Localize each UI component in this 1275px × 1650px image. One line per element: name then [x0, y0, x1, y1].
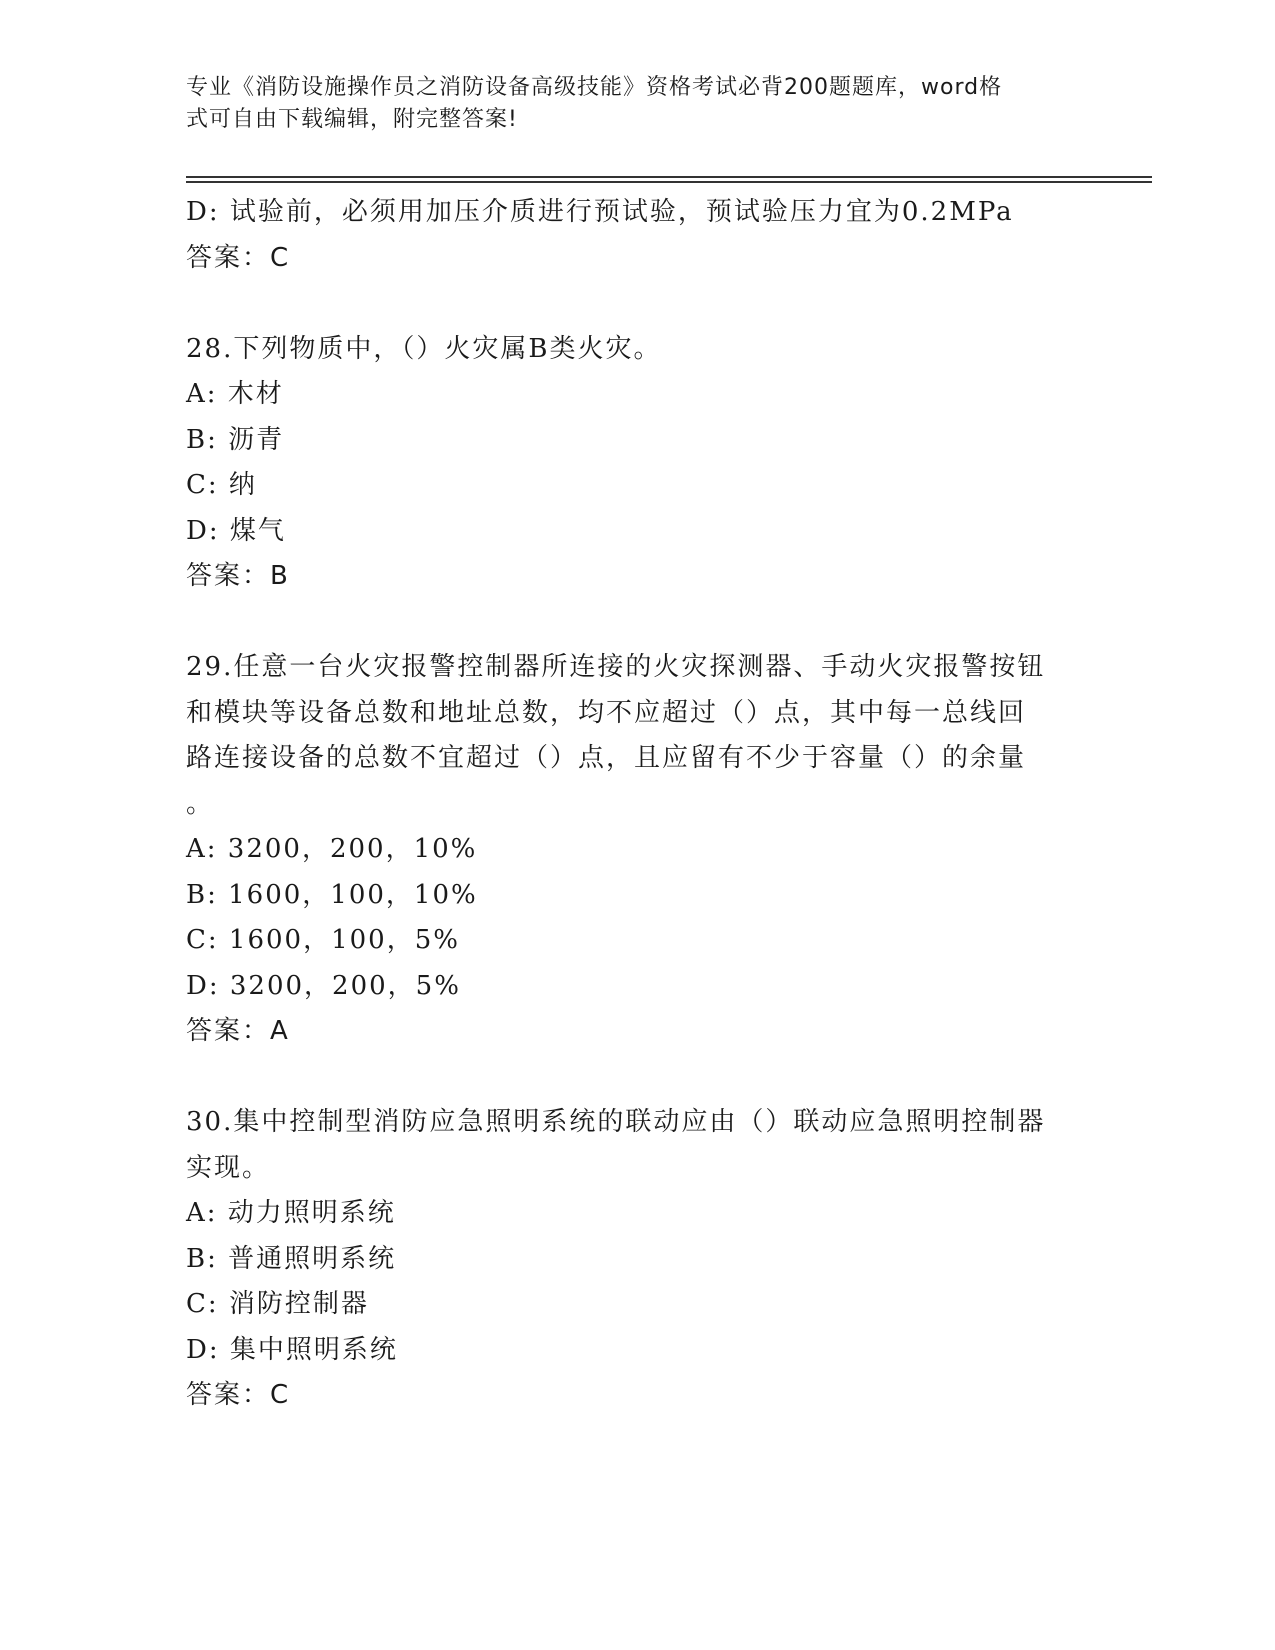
answer-line: 答案：A — [186, 1016, 290, 1046]
option-a: A: 3200，200，10% — [186, 834, 478, 864]
question-stem-line-3: 路连接设备的总数不宜超过（）点，且应留有不少于容量（）的余量 — [186, 743, 1027, 773]
answer-line: 答案：B — [186, 561, 290, 591]
option-b: B: 1600，100，10% — [186, 879, 478, 910]
option-c: C: 1600，100，5% — [186, 925, 460, 955]
page-header — [186, 72, 1066, 136]
answer-line: 答案：C — [186, 1380, 291, 1410]
question-stem-line-1: 29.任意一台火灾报警控制器所连接的火灾探测器、手动火灾报警按钮 — [186, 652, 1046, 682]
question-stem-line-1: 30.集中控制型消防应急照明系统的联动应由（）联动应急照明控制器 — [186, 1107, 1046, 1137]
option-d: D: 3200，200，5% — [186, 970, 461, 1001]
option-b: B: 沥青 — [186, 424, 285, 455]
option-b: B: 普通照明系统 — [186, 1243, 397, 1274]
question-block-30 — [186, 1100, 1086, 1419]
question-block-29 — [186, 645, 1086, 1055]
document-body — [186, 190, 1086, 1419]
option-d: D: 集中照明系统 — [186, 1334, 398, 1365]
question-stem: 28.下列物质中，（）火灾属B类火灾。 — [186, 333, 662, 364]
blank-line — [186, 600, 1086, 646]
question-stem-line-2: 和模块等设备总数和地址总数，均不应超过（）点，其中每一总线回 — [186, 697, 1027, 728]
option-d: D: 试验前，必须用加压介质进行预试验，预试验压力宜为0.2MPa — [186, 197, 1014, 227]
option-a: A: 动力照明系统 — [186, 1198, 396, 1228]
blank-line — [186, 1055, 1086, 1101]
header-line-1: 专业《消防设施操作员之消防设备高级技能》资格考试必背200题题库，word格 — [186, 75, 1003, 100]
header-divider-top — [186, 176, 1152, 178]
answer-line: 答案：C — [186, 242, 291, 273]
question-stem-line-2: 实现。 — [186, 1152, 271, 1183]
header-line-2: 式可自由下载编辑，附完整答案! — [186, 107, 518, 132]
question-stem-line-4: 。 — [186, 788, 215, 819]
question-block-27-tail — [186, 190, 1086, 281]
option-c: C: 纳 — [186, 470, 257, 500]
option-d: D: 煤气 — [186, 515, 286, 546]
blank-line — [186, 281, 1086, 327]
header-divider-bottom — [186, 181, 1152, 183]
option-a: A: 木材 — [186, 379, 284, 409]
option-c: C: 消防控制器 — [186, 1289, 369, 1319]
question-block-28 — [186, 327, 1086, 600]
